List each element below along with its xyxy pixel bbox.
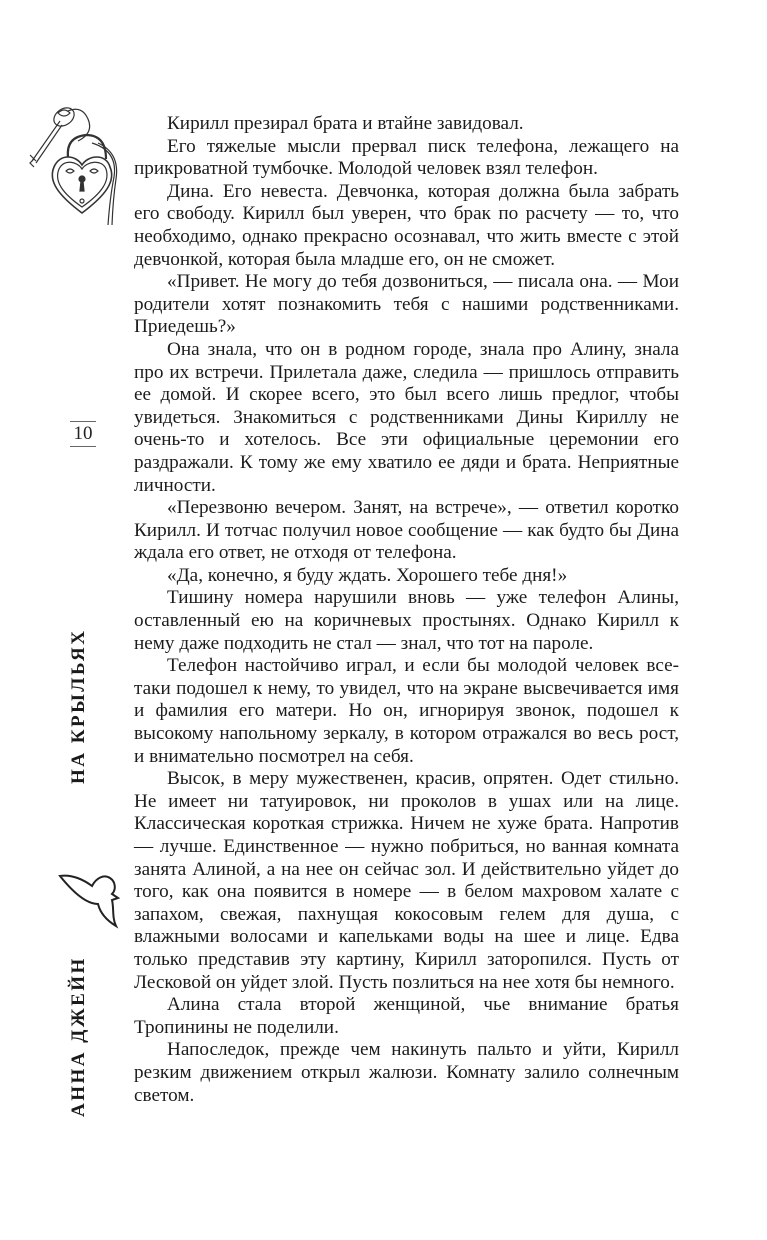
paragraph: «Перезвоню вечером. Занят, на встрече», — ответил коротко Кирилл. И тотчас получил новое сообщение — как будто бы Дина ждала его ответ, не отходя от телефона. bbox=[134, 497, 679, 564]
paragraph: Его тяжелые мысли прервал писк телефона, лежащего на прикроватной тумбочке. Молодой человек взял телефон. bbox=[134, 135, 679, 180]
paragraph: Телефон настойчиво играл, и если бы молодой человек все-таки подошел к нему, то увидел, что на экране высвечивается имя и фамилия его матери. Но он, игнорируя звонок, подошел к высокому напольному зеркалу, в котором отражался во весь рост, и внимательно посмотрел на себя. bbox=[134, 655, 679, 767]
paragraph: «Да, конечно, я буду ждать. Хорошего тебе дня!» bbox=[167, 564, 568, 586]
chapter-text bbox=[134, 113, 679, 1107]
paragraph: Напоследок, прежде чем накинуть пальто и уйти, Кирилл резким движением открыл жалюзи. Комнату залило солнечным светом. bbox=[134, 1039, 679, 1106]
bird-icon bbox=[58, 868, 122, 930]
running-title: НА КРЫЛЬЯХ bbox=[68, 628, 89, 784]
paragraph: «Привет. Не могу до тебя дозвониться, — писала она. — Мои родители хотят познакомить тебя с нашими родственниками. Приедешь?» bbox=[134, 271, 679, 338]
paragraph: Кирилл презирал брата и втайне завидовал. bbox=[167, 113, 524, 134]
paragraph: Алина стала второй женщиной, чье внимание братья Тропинины не поделили. bbox=[134, 994, 679, 1038]
paragraph: Дина. Его невеста. Девчонка, которая должна была забрать его свободу. Кирилл был уверен, что брак по расчету — то, что необходимо, однако прекрасно осознавал, что жить вместе с этой девчонкой, которая была младше его, он не сможет. bbox=[134, 180, 679, 270]
heart-lock-key-icon bbox=[22, 103, 132, 231]
paragraph: Тишину номера нарушили вновь — уже телефон Алины, оставленный ею на коричневых простынях. Однако Кирилл к нему даже подходить не стал — знал, что тот на пароле. bbox=[134, 587, 679, 654]
paragraph: Она знала, что он в родном городе, знала про Алину, знала про их встречи. Прилетала даже, следила — пришлось отправить ее домой. И скорее всего, это был всего лишь предлог, чтобы увидеться. Знакомиться с родственниками Дины Кириллу не очень-то и хотелось. Все эти официальные церемонии его раздражали. К тому же ему хватило ее дяди и брата. Неприятные личности. bbox=[134, 338, 679, 496]
page-number: 10 bbox=[70, 421, 96, 447]
paragraph: Высок, в меру мужественен, красив, опрятен. Одет стильно. Не имеет ни татуировок, ни проколов в ушах или на лице. Классическая короткая стрижка. Ничем не хуже брата. Напротив — лучше. Единственное — нужно побриться, но ванная комната занята Алиной, а на нее он сейчас зол. И действительно уйдет до того, как она появится в номере — в белом махровом халате с запахом, свежая, пахнущая кокосовым гелем для душа, с влажными волосами и капельками воды на шее и лице. Едва только представив эту картину, Кирилл заторопился. Пусть от Лесковой он уйдет злой. Пусть позлиться на нее хотя бы немного. bbox=[134, 768, 679, 993]
running-author: АННА ДЖЕЙН bbox=[68, 956, 89, 1117]
